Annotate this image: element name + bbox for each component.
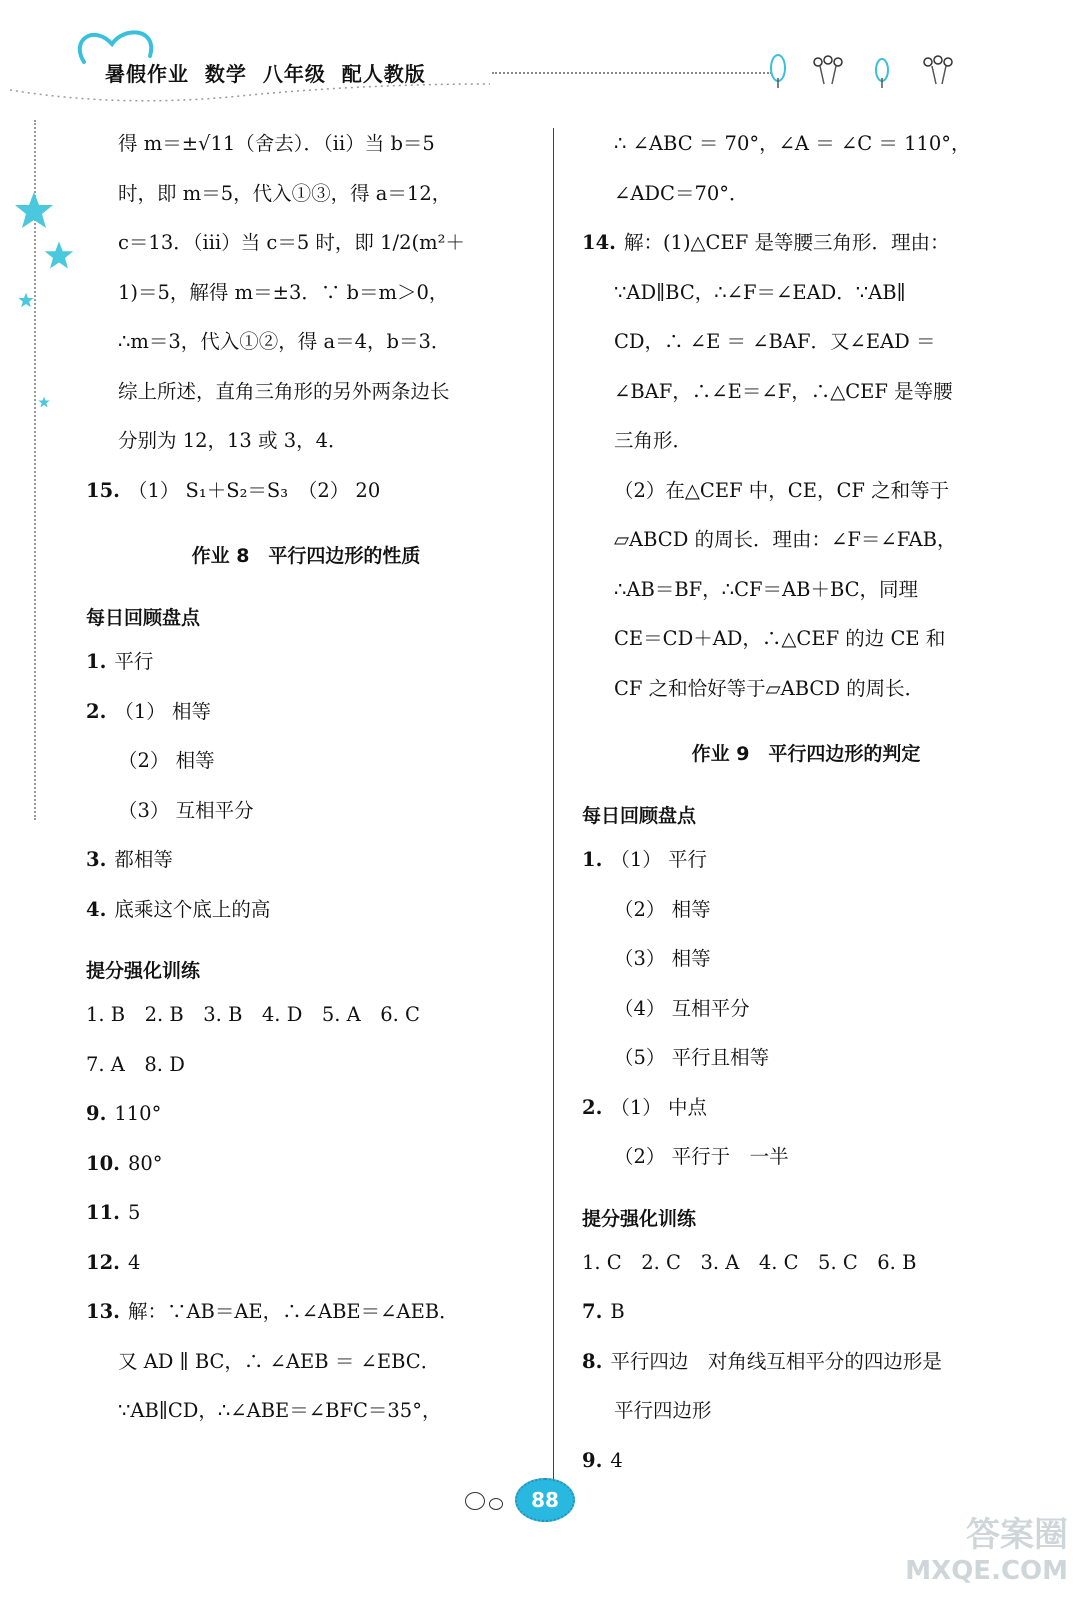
- answer-item: [86, 1144, 526, 1194]
- star-icon: [44, 240, 74, 270]
- answer-line: CD，∴ ∠E ＝ ∠BAF．又∠EAD ＝: [614, 330, 936, 353]
- item-text: 5: [127, 1201, 141, 1224]
- answer-line: 分别为 12，13 或 3，4．: [118, 429, 348, 452]
- star-icon: [14, 190, 54, 230]
- answer-line: 1. B 2. B 3. B 4. D 5. A 6. C: [86, 1003, 420, 1026]
- answer-line: 三角形．: [614, 429, 693, 452]
- item-number: 10.: [86, 1151, 120, 1175]
- left-column: [86, 124, 526, 1441]
- answer-line: ∴ ∠ABC ＝ 70°，∠A ＝ ∠C ＝ 110°，: [614, 132, 971, 155]
- watermark-line1: 答案圈: [966, 1515, 1068, 1555]
- section-heading: 每日回顾盘点: [582, 805, 697, 827]
- answer-line: 综上所述，直角三角形的另外两条边长: [118, 379, 450, 403]
- answer-line: ∴m＝3，代入①②，得 a＝4，b＝3．: [118, 330, 451, 353]
- item-text: 解：∵AB＝AE，∴∠ABE＝∠AEB．: [127, 1300, 459, 1323]
- section-heading: 提分强化训练: [582, 1207, 697, 1230]
- item-text: 都相等: [114, 848, 173, 871]
- item-number: 2.: [86, 699, 107, 723]
- answer-item: [86, 1094, 526, 1144]
- item-number: 7.: [582, 1300, 603, 1323]
- item-number: 1.: [86, 650, 107, 673]
- answer-line: c＝13．（ⅲ）当 c＝5 时，即 1/2(m²＋: [118, 231, 465, 254]
- item-number: 4.: [86, 897, 107, 921]
- watermark: [905, 1514, 1068, 1586]
- answer-item: [582, 1342, 1030, 1392]
- answer-item: [86, 471, 526, 521]
- item-text: （1） 平行: [610, 848, 707, 871]
- answer-item: [86, 1193, 526, 1243]
- item-text: 4: [127, 1250, 141, 1274]
- item-text: 80°: [127, 1151, 163, 1175]
- answer-line: 得 m＝±√11（舍去）．（ⅱ）当 b＝5: [118, 132, 435, 155]
- column-divider: [553, 128, 554, 1488]
- answer-item: [86, 890, 526, 940]
- answer-line: （2）在△CEF 中，CE，CF 之和等于: [614, 478, 950, 502]
- star-icon: [18, 292, 34, 308]
- item-number: 12.: [86, 1250, 120, 1274]
- answer-line: ∴AB＝BF，∴CF＝AB＋BC，同理: [614, 577, 919, 601]
- answer-line: ∠BAF，∴∠E＝∠F，∴△CEF 是等腰: [614, 379, 953, 403]
- section-heading: 每日回顾盘点: [86, 607, 201, 629]
- page-number: 88: [515, 1478, 575, 1522]
- answer-item: [86, 1243, 526, 1293]
- answer-item: [582, 1441, 1030, 1491]
- item-number: 11.: [86, 1201, 120, 1224]
- section-title: 作业 8 平行四边形的性质: [191, 545, 421, 567]
- item-text: （1） 相等: [114, 699, 211, 723]
- item-text: B: [610, 1300, 625, 1323]
- answer-item: [582, 1088, 1030, 1138]
- answer-item: [86, 840, 526, 890]
- item-number: 13.: [86, 1300, 120, 1323]
- answer-line: （2） 相等: [614, 897, 711, 921]
- answer-line: CF 之和恰好等于▱ABCD 的周长．: [614, 676, 925, 700]
- item-number: 15.: [86, 478, 120, 502]
- answer-item: [582, 840, 1030, 890]
- item-number: 3.: [86, 848, 107, 871]
- answer-line: 平行四边形: [614, 1399, 712, 1422]
- answer-line: CE＝CD＋AD，∴△CEF 的边 CE 和: [614, 627, 946, 650]
- item-text: （1） S₁＋S₂＝S₃ （2） 20: [127, 478, 381, 502]
- star-icon: [38, 396, 50, 408]
- header-title: 暑假作业 数学 八年级 配人教版: [105, 62, 426, 86]
- right-column: [582, 124, 1030, 1490]
- answer-line: ∵AD∥BC，∴∠F＝∠EAD．∵AB∥: [614, 280, 906, 304]
- answer-item: [86, 692, 526, 742]
- item-number: 9.: [582, 1448, 603, 1472]
- answer-line: （2） 相等: [118, 749, 215, 772]
- watermark-line2: MXQE.COM: [905, 1556, 1068, 1586]
- item-text: （1） 中点: [610, 1095, 707, 1119]
- tree-decoration-icon: [760, 48, 960, 92]
- item-number: 8.: [582, 1349, 603, 1373]
- item-text: 解：(1)△CEF 是等腰三角形．理由：: [623, 231, 950, 254]
- answer-line: 1. C 2. C 3. A 4. C 5. C 6. B: [582, 1250, 917, 1274]
- item-text: 底乘这个底上的高: [114, 897, 271, 921]
- answer-line: （5） 平行且相等: [614, 1046, 770, 1069]
- circle-decoration-icon: [489, 1498, 503, 1510]
- answer-line: （2） 平行于 一半: [614, 1145, 789, 1168]
- answer-line: 时，即 m＝5，代入①③，得 a＝12，: [118, 181, 452, 205]
- item-text: 110°: [114, 1102, 162, 1125]
- answer-line: ∠ADC＝70°．: [614, 181, 749, 205]
- answer-item: [86, 642, 526, 692]
- circle-decoration-icon: [465, 1492, 485, 1510]
- answer-item: [582, 223, 1030, 273]
- answer-line: （4） 互相平分: [614, 996, 750, 1020]
- page-header: [0, 0, 1086, 110]
- item-text: 4: [610, 1448, 623, 1472]
- item-text: 平行: [114, 650, 154, 673]
- answer-line: 7. A 8. D: [86, 1052, 185, 1076]
- answer-item: [86, 1292, 526, 1342]
- item-number: 2.: [582, 1095, 603, 1119]
- header-dotted-line: [492, 72, 772, 74]
- item-number: 14.: [582, 231, 616, 254]
- answer-item: [582, 1292, 1030, 1342]
- answer-line: 又 AD ∥ BC，∴ ∠AEB ＝ ∠EBC．: [118, 1349, 441, 1373]
- answer-line: （3） 相等: [614, 947, 711, 970]
- section-title: 作业 9 平行四边形的判定: [691, 743, 921, 765]
- item-number: 9.: [86, 1102, 107, 1125]
- answer-line: 1)＝5，解得 m＝±3．∵ b＝m＞0，: [118, 280, 449, 304]
- page-number-badge: [465, 1478, 605, 1524]
- section-heading: 提分强化训练: [86, 960, 201, 982]
- answer-line: ∵AB∥CD，∴∠ABE＝∠BFC＝35°，: [118, 1399, 442, 1422]
- item-number: 1.: [582, 848, 603, 871]
- answer-line: ▱ABCD 的周长．理由：∠F＝∠FAB，: [614, 528, 957, 551]
- item-text: 平行四边 对角线互相平分的四边形是: [610, 1349, 942, 1373]
- answer-line: （3） 互相平分: [118, 798, 254, 822]
